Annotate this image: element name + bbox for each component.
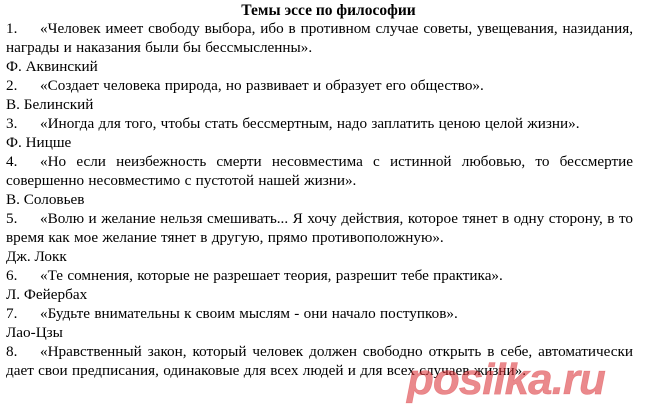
essay-topic-item [6, 266, 633, 304]
item-number: 8. [6, 343, 18, 360]
essay-topic-item [6, 19, 633, 76]
essay-topic-item [6, 114, 633, 152]
quote-text: «Нравственный закон, который человек должен свободно открыть в себе, автоматически дает свои предписания, одинаковые для всех людей и для всех случаев жизни». [6, 343, 633, 379]
item-number: 6. [6, 267, 18, 284]
essay-quote [6, 304, 633, 323]
quote-author: В. Соловьев [6, 191, 85, 208]
quote-text: «Создает человека природа, но развивает и образует его общество». [40, 77, 484, 94]
item-number: 4. [6, 153, 18, 170]
quote-text: «Но если неизбежность смерти несовместима с истинной любовью, то бессмертие совершенно несовместимо с пустотой нашей жизни». [6, 153, 633, 189]
item-number: 2. [6, 77, 18, 94]
quote-author: Лао-Цзы [6, 324, 63, 341]
item-number: 7. [6, 305, 18, 322]
quote-author: Ф. Аквинский [6, 58, 98, 75]
quote-text: «Будьте внимательны к своим мыслям - они начало поступков». [40, 305, 458, 322]
essay-topic-item [6, 209, 633, 266]
quote-text: «Иногда для того, чтобы стать бессмертным, надо заплатить ценою целой жизни». [40, 115, 580, 132]
essay-quote [6, 209, 633, 247]
quote-author: Л. Фейербах [6, 286, 88, 303]
quote-author: Дж. Локк [6, 248, 67, 265]
quote-author: В. Белинский [6, 96, 94, 113]
essay-topic-item [6, 76, 633, 114]
quote-text: «Волю и желание нельзя смешивать... Я хочу действия, которое тянет в одну сторону, в то время как мое желание тянет в другую, прямо противоположную». [6, 210, 633, 246]
watermark-text: posilka.ru [407, 355, 605, 404]
essay-topic-list [6, 19, 633, 380]
item-number: 5. [6, 210, 18, 227]
essay-quote [6, 152, 633, 190]
essay-quote [6, 19, 633, 57]
quote-author: Ф. Ницше [6, 134, 72, 151]
watermark-logo-graphic [403, 352, 633, 406]
quote-text: «Человек имеет свободу выбора, ибо в противном случае советы, увещевания, назидания, награды и наказания были бы бессмысленны». [6, 20, 633, 56]
essay-quote [6, 76, 633, 95]
essay-topic-item [6, 152, 633, 209]
posilka-watermark-logo [403, 352, 633, 406]
essay-topic-item [6, 304, 633, 342]
item-number: 3. [6, 115, 18, 132]
essay-quote [6, 114, 633, 133]
item-number: 1. [6, 20, 18, 37]
essay-quote [6, 266, 633, 285]
document-title: Темы эссе по философии [241, 2, 416, 19]
quote-text: «Те сомнения, которые не разрешает теория, разрешит тебе практика». [40, 267, 503, 284]
